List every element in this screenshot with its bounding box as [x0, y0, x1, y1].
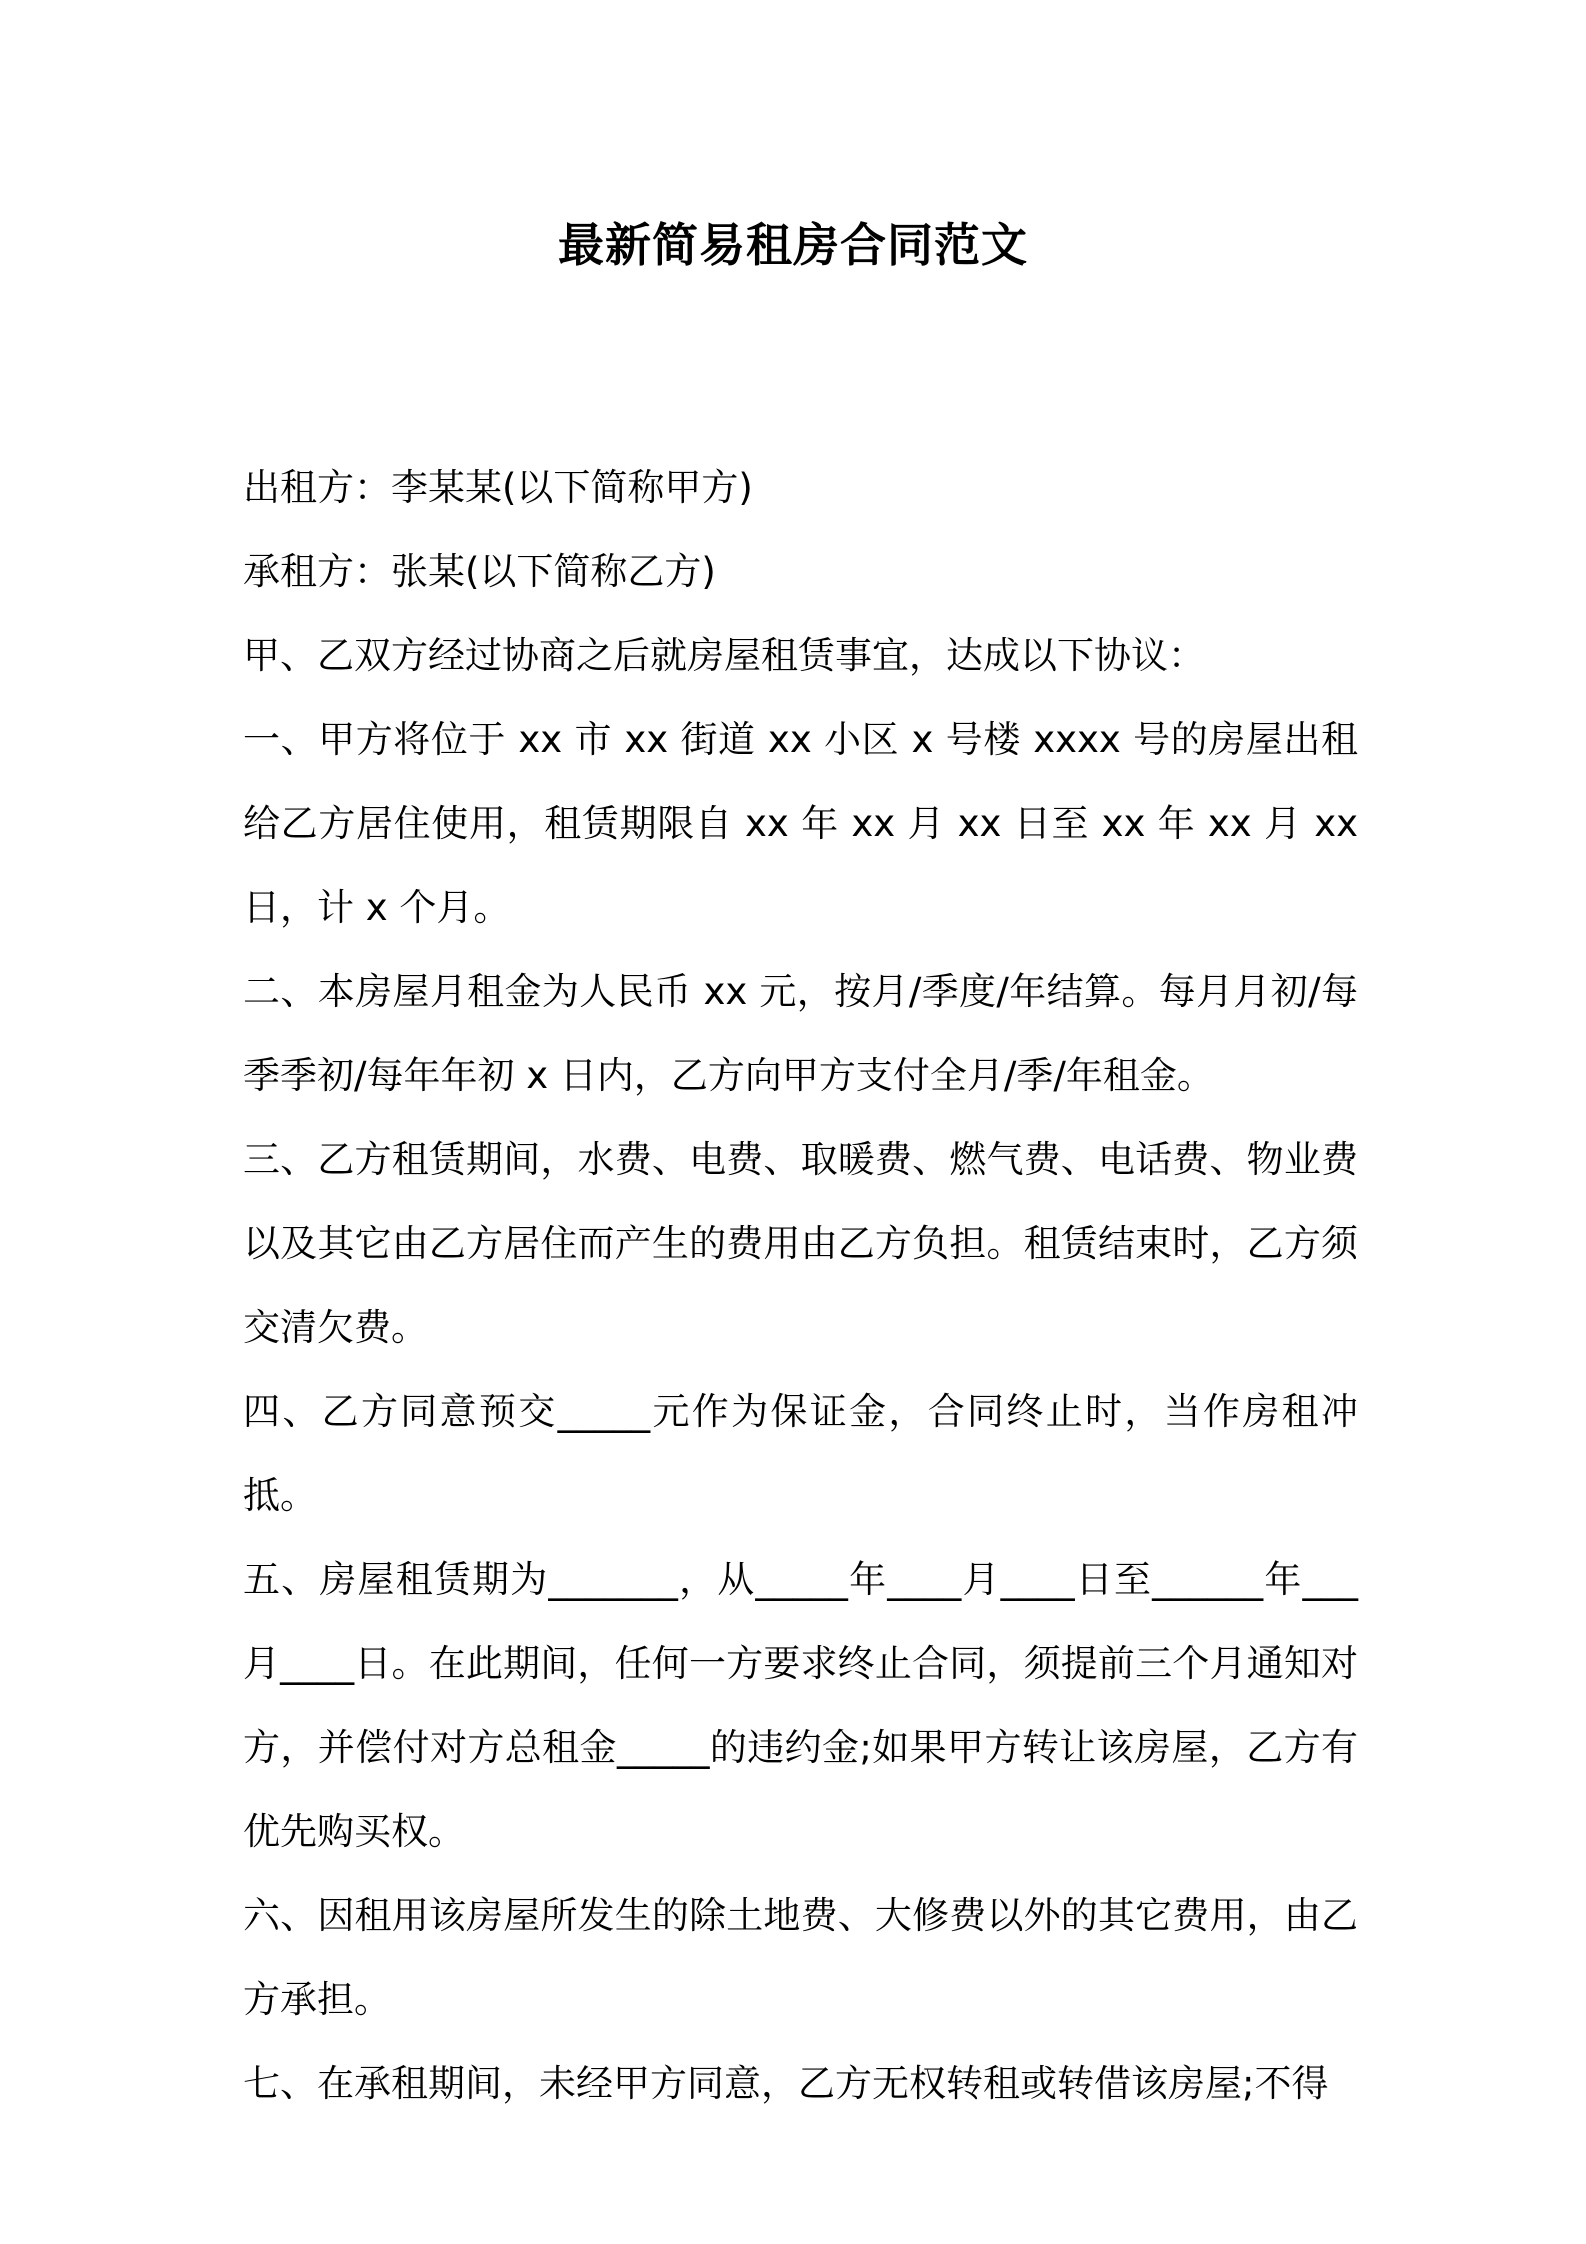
- agreement-intro: 甲、乙双方经过协商之后就房屋租赁事宜，达成以下协议：: [243, 634, 1205, 677]
- clause-1: 一、甲方将位于 xx 市 xx 街道 xx 小区 x 号楼 xxxx 号的房屋出租给乙方居住使用，租赁期限自 xx 年 xx 月 xx 日至 xx 年 xx 月 xx 日，计 x 个月。: [243, 718, 1358, 929]
- lessor-line: 出租方：李某某(以下简称甲方): [243, 466, 753, 509]
- clause-5: 五、房屋租赁期为_______，从_____年____月____日至______年___月____日。在此期间，任何一方要求终止合同，须提前三个月通知对方，并偿付对方总租金_____的违约金;如果甲方转让该房屋，乙方有优先购买权。: [243, 1558, 1358, 1853]
- clause-2: 二、本房屋月租金为人民币 xx 元，按月/季度/年结算。每月月初/每季季初/每年年初 x 日内，乙方向甲方支付全月/季/年租金。: [243, 970, 1358, 1097]
- clause-7: 七、在承租期间，未经甲方同意，乙方无权转租或转借该房屋;不得: [243, 2062, 1329, 2105]
- document-body: [243, 446, 1358, 2126]
- lessee-line: 承租方：张某(以下简称乙方): [243, 550, 716, 593]
- clause-6: 六、因租用该房屋所发生的除土地费、大修费以外的其它费用，由乙方承担。: [243, 1894, 1358, 2021]
- clause-4: 四、乙方同意预交_____元作为保证金，合同终止时，当作房租冲抵。: [243, 1390, 1358, 1517]
- document-title: 最新简易租房合同范文: [558, 218, 1028, 272]
- clause-3: 三、乙方租赁期间，水费、电费、取暖费、燃气费、电话费、物业费以及其它由乙方居住而产生的费用由乙方负担。租赁结束时，乙方须交清欠费。: [243, 1138, 1358, 1349]
